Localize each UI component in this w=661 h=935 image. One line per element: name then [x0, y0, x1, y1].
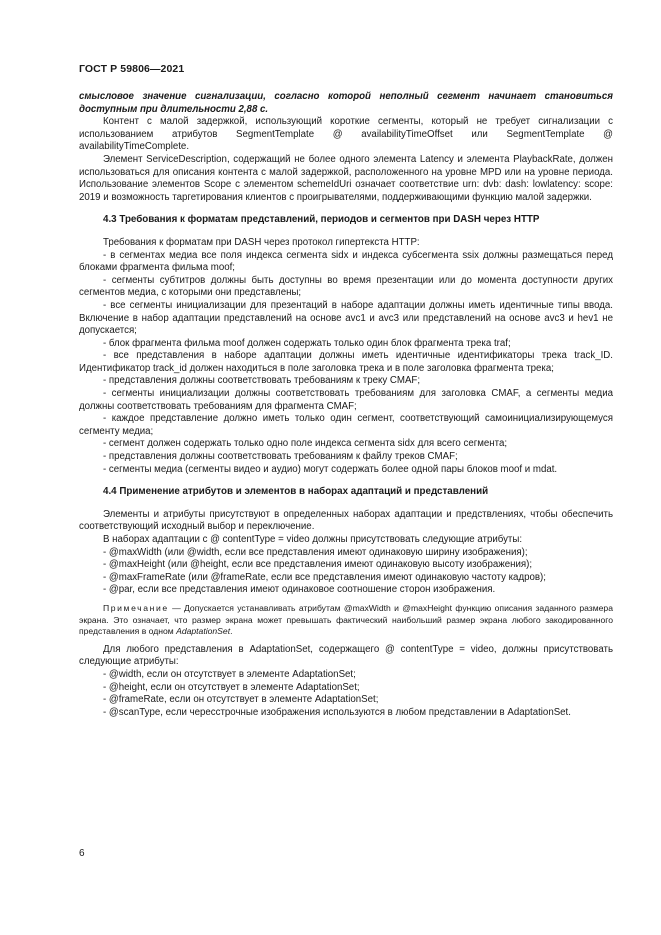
note-block	[79, 603, 613, 638]
list-item: - @maxFrameRate (или @frameRate, если все представления имеют одинаковую частоту кадров);	[103, 571, 546, 583]
list-item: - блок фрагмента фильма moof должен содержать только один блок фрагмента трека traf;	[103, 337, 511, 349]
page-number: 6	[79, 848, 85, 859]
list-item: - @maxHeight (или @height, если все представления имеют одинаковую высоту изображения);	[103, 559, 533, 571]
list-item: - каждое представление должно иметь только один сегмент, соответствующий самоинициализирующемуся сегменту медиа;	[79, 413, 613, 437]
list-item: - @frameRate, если он отсутствует в элементе AdaptationSet;	[103, 694, 379, 706]
note-label: Примечание	[103, 602, 169, 613]
section-heading-4-4: 4.4 Применение атрибутов и элементов в наборах адаптаций и представлений	[103, 486, 489, 498]
list-item: - представления должны соответствовать требованиям к треку CMAF;	[103, 375, 421, 387]
note-text-end: .	[230, 626, 233, 637]
list-item: - сегменты медиа (сегменты видео и аудио) могут содержать более одной пары блоков moof и mdat.	[103, 463, 558, 475]
body-paragraph: Элемент ServiceDescription, содержащий не более одного элемента Latency и элемента PlaybackRate, должен использоваться для описания контента с малой задержкой, расположенного на уровне MPD или на уровне периода. Использование элементов Scope с элементом schemeIdUri означает соответствие urn: dvb: dash: lowlatency: scope: 2019 и возможность таргетирования клиентов с проигрывателями, поддерживающими функцию малой задержки.	[79, 153, 613, 203]
list-item: - @height, если он отсутствует в элементе AdaptationSet;	[103, 681, 360, 693]
note-dash: —	[168, 602, 185, 613]
note-text-italic: AdaptationSet	[176, 626, 231, 637]
section-heading-4-3: 4.3 Требования к форматам представлений, периодов и сегментов при DASH через HTTP	[103, 214, 540, 226]
list-item: - @scanType, если чересстрочные изображения используются в любом представлении в AdaptationSet.	[103, 706, 571, 718]
body-paragraph: Элементы и атрибуты присутствуют в определенных наборах адаптации и предствлениях, чтобы обеспечить соответствующий исходный выбор и переключение.	[79, 508, 613, 533]
list-item: - @maxWidth (или @width, если все представления имеют одинаковую ширину изображения);	[103, 546, 528, 558]
list-item: - сегмент должен содержать только одно поле индекса сегмента sidx для всего сегмента;	[103, 438, 508, 450]
list-item: - в сегментах медиа все поля индекса сегмента sidx и индекса субсегмента ssix должны размещаться перед блоками фрагмента фильма moof;	[79, 249, 613, 274]
list-item: - @width, если он отсутствует в элементе AdaptationSet;	[103, 668, 356, 680]
document-header: ГОСТ Р 59806—2021	[79, 63, 185, 75]
note-text: Допускается устанавливать атрибутам @maxWidth и @maxHeight функцию описания заданного размера экрана. Это означает, что размер экрана может превышать фактический наибольший размер экрана любого закодированного представления в одном	[79, 602, 613, 637]
body-paragraph: Контент с малой задержкой, использующий короткие сегменты, который не требует сигнализации с использованием атрибутов SegmentTemplate @ availabilityTimeOffset или SegmentTemplate @ availabilityTimeComplete.	[79, 116, 613, 153]
page-content	[79, 91, 613, 719]
list-item: - все представления в наборе адаптации должны иметь идентичные идентификаторы трека track_ID. Идентификатор track_id должен находиться в поле заголовка трека и в поле заголовка фрагмента трека;	[79, 350, 613, 374]
list-item: - все сегменты инициализации для презентаций в наборе адаптации должны иметь идентичные типы ввода. Включение в набор адаптации представлений на основе avc1 и avc3 или представлений на основе avc3 и hev1 не допускается;	[79, 299, 613, 337]
list-item: - сегменты инициализации должны соответствовать требованиям для заголовка CMAF, а сегменты медиа должны соответствовать требованиям для фрагмента CMAF;	[79, 388, 613, 412]
list-item: - представления должны соответствовать требованиям к файлу треков CMAF;	[103, 451, 458, 463]
body-paragraph: В наборах адаптации с @ contentType = video должны присутствовать следующие атрибуты:	[103, 534, 523, 545]
continuation-paragraph: смысловое значение сигнализации, согласно которой неполный сегмент начинает становиться доступным при длительности 2,88 с.	[79, 91, 613, 115]
list-item: - @par, если все представления имеют одинаковое соотношение сторон изображения.	[103, 584, 496, 596]
section-lead: Требования к форматам при DASH через протокол гипертекста HTTP:	[103, 236, 420, 248]
body-paragraph: Для любого представления в AdaptationSet, содержащего @ contentType = video, должны присутствовать следующие атрибуты:	[79, 643, 613, 668]
list-item: - сегменты субтитров должны быть доступны во время презентации или до момента доступности других сегментов медиа, с которыми они представлены;	[79, 274, 613, 299]
